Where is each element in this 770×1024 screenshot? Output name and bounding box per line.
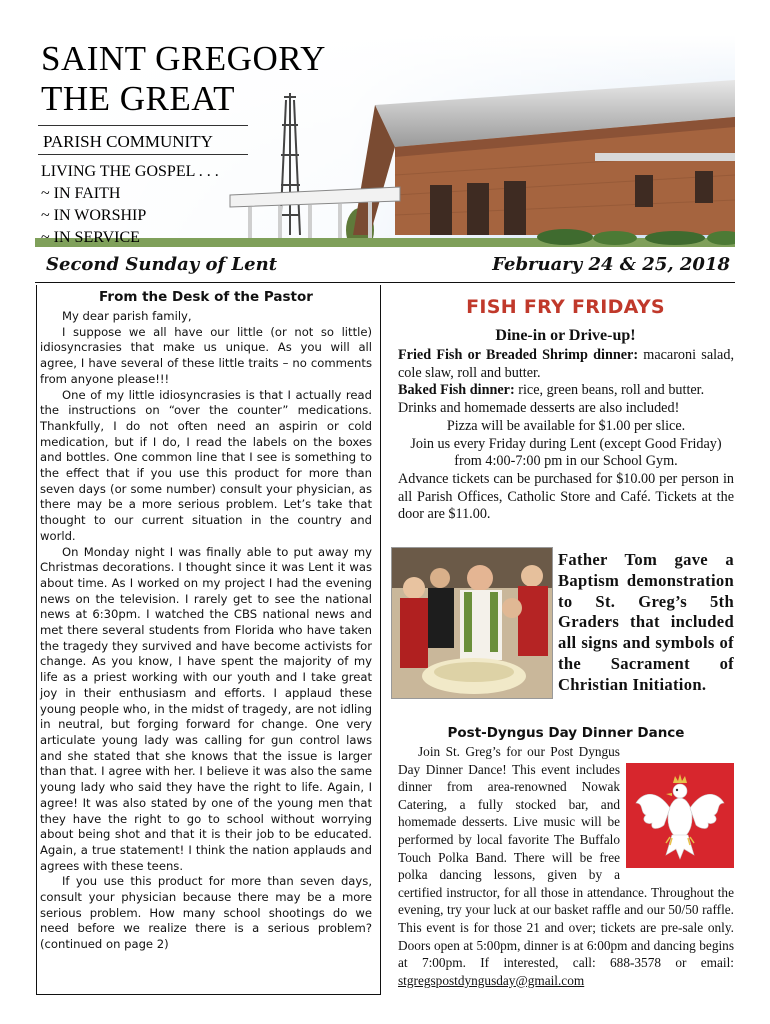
motto-list — [41, 161, 219, 247]
parish-title — [41, 39, 326, 119]
divider — [35, 282, 735, 283]
fish-fry-title: FISH FRY FRIDAYS — [466, 296, 665, 318]
parish-subtitle: PARISH COMMUNITY — [43, 132, 213, 151]
dyngus-text: Join St. Greg’s for our Post Dyngus Day Dinner Dance! This event includes dinner from area-renowned Nowak Catering, a fully stocked bar, and homemade desserts. Live music will be performed by local favorite The Buffalo Touch Polka Band. There will be free polka dancing lessons, given by a certified instructor, for all those in attendance. Throughout the evening, try your luck at our basket raffle and our 50/50 raffle. This event is for those 21 and over; tickets are pre-sale only. Doors open at 5:00pm, dinner is at 6:00pm and dancing begins at 7:00pm. If interested, call: 688-3578 or email: — [398, 744, 734, 971]
motto-line: ~ IN WORSHIP — [41, 207, 147, 224]
baked-fish-detail: rice, green beans, roll and butter. — [514, 382, 705, 399]
fish-line — [398, 382, 734, 400]
pastor-body — [40, 309, 372, 953]
masthead — [35, 35, 735, 247]
motto-line: ~ IN FAITH — [41, 185, 121, 202]
divider — [38, 154, 248, 155]
divider — [38, 125, 248, 126]
motto-line: ~ IN SERVICE — [41, 229, 140, 246]
dyngus-body — [398, 743, 734, 989]
liturgical-day: Second Sunday of Lent — [46, 254, 278, 275]
contact-email-link[interactable]: stgregspostdyngusday@gmail.com — [398, 972, 585, 988]
baked-fish-label: Baked Fish dinner: — [398, 382, 515, 399]
baptism-photo — [391, 547, 553, 699]
pastor-paragraph: One of my little idiosyncrasies is that I actually read the instructions on “over the counter” medications. Thankfully, I do not often need an aspirin or cold medication, but if I do, I read the labels on the boxes and bottles. One common line that I see is something to the effect that if you use this product for more than seven days (or some number) consult your physician, as there may be a more serious problem. Let’s take that thought to our current situation in the country and world. — [40, 387, 372, 543]
dyngus-heading: Post-Dyngus Day Dinner Dance — [447, 725, 685, 741]
pastor-paragraph: On Monday night I was finally able to put away my Christmas decorations. I thought since it was Lent it was about time. As I worked on my project I had the evening news on the television. I rarely get to see the national news at 6:30pm. I watched the CBS national news and met there several students from Florida who have taken the tragedy they survived and have become activists for change. As you know, I have spent the majority of my life as a priest working with our youth and I take great joy in their enthusiasm and efforts. I applaud these young people who, in the midst of tragedy, are not idling in neutral, but forging forward for change. One very articulate young lady was calling for gun control laws and she stated that she knows that the issue is larger than that. I agree with her. I believe it was also the same young lady who said they have the right to life. Again, I agree! It was also stated by one of the young men that they have the right to go to school without worrying about being shot and that it is their job to be educated. Again, a true statement! I think the nation applauds and agrees with these teens. — [40, 544, 372, 873]
title-line-1: SAINT GREGORY — [41, 39, 326, 78]
fish-line: Join us every Friday during Lent (except Good Friday) from 4:00-7:00 pm in our School Gym. — [410, 435, 722, 470]
pastor-paragraph: I suppose we all have our little (or not so little) idiosyncrasies that make us unique. As you will all agree, I have several of these little traits – no comments from anyone please!!! — [40, 324, 372, 386]
pastor-paragraph: My dear parish family, — [62, 309, 192, 323]
title-line-2: THE GREAT — [41, 79, 236, 118]
fish-line: Advance tickets can be purchased for $10.00 per person in all Parish Offices, Catholic Store and Café. Tickets at the door are $11.00. — [398, 470, 734, 523]
pastor-letter — [36, 285, 381, 995]
fish-dinner-label: Fried Fish or Breaded Shrimp dinner: — [398, 347, 639, 363]
polish-eagle-icon — [626, 763, 734, 868]
fish-line: Drinks and homemade desserts are also included! — [398, 400, 680, 417]
fish-line — [398, 347, 734, 382]
fish-dinner-detail: macaroni salad, cole slaw, roll and butter. — [398, 347, 734, 381]
pastor-paragraph: If you use this product for more than seven days, consult your physician because there may be a more serious problem. How many school shootings do we need before we realize there is a serious problem? (continued on page 2) — [40, 874, 372, 952]
fish-line: Pizza will be available for $1.00 per slice. — [446, 417, 686, 434]
photo-caption: Father Tom gave a Baptism demonstration to St. Greg’s 5th Graders that included all signs and symbols of the Sacrament of Christian Initiation. — [558, 550, 734, 694]
fish-fry-subtitle: Dine-in or Drive-up! — [495, 327, 636, 344]
issue-date: February 24 & 25, 2018 — [492, 254, 730, 275]
pastor-heading: From the Desk of the Pastor — [99, 289, 313, 305]
motto-line: LIVING THE GOSPEL . . . — [41, 163, 219, 180]
fish-fry-body — [398, 347, 734, 524]
